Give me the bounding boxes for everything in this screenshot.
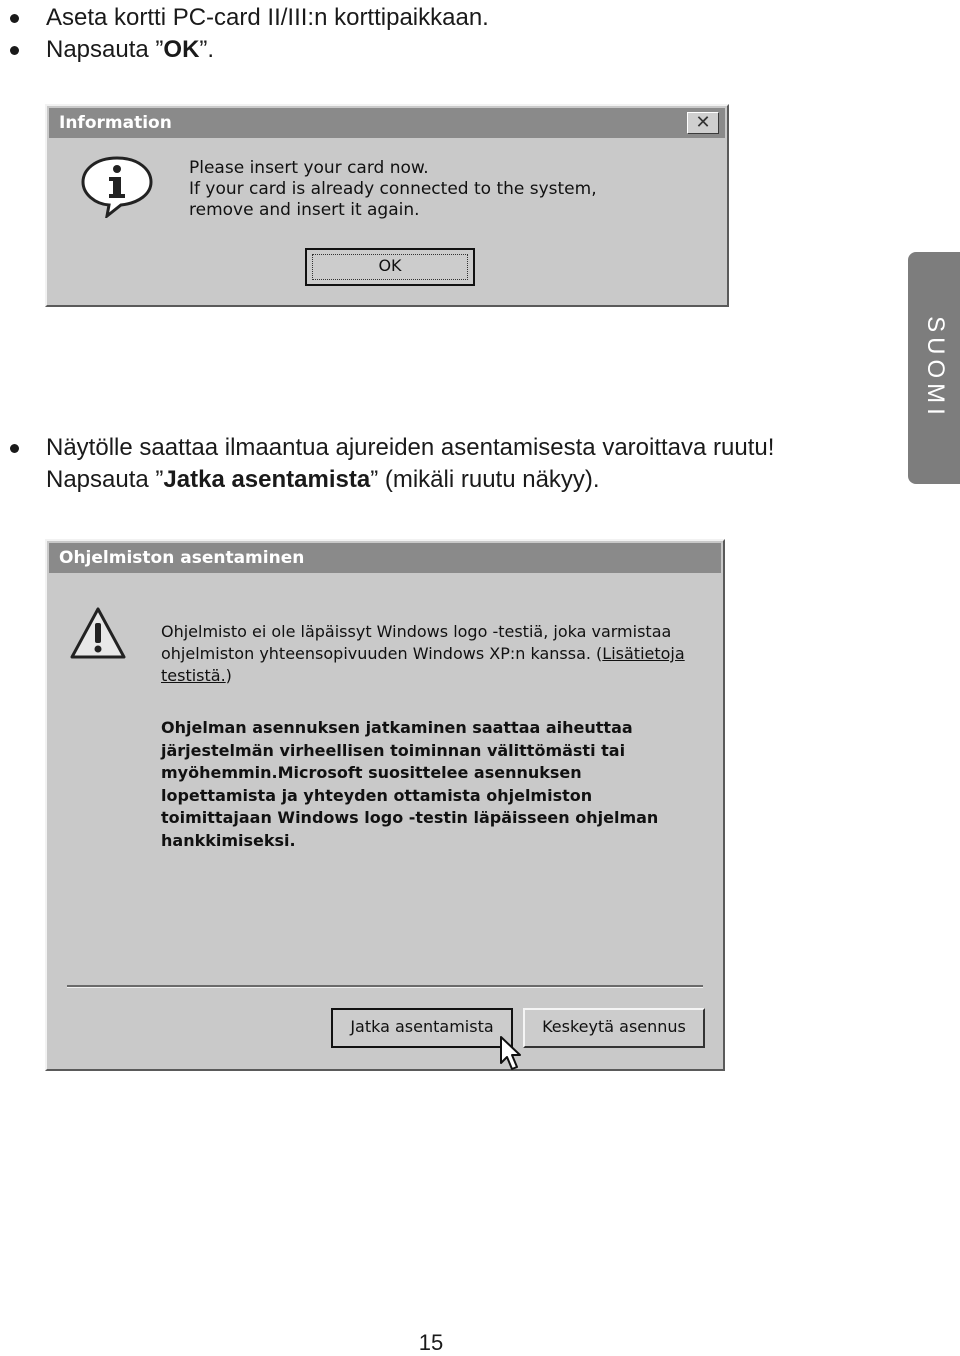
instruction-text: Aseta kortti PC-card II/III:n korttipaikkaan. [46,4,489,31]
message-line: remove and insert it again. [189,200,420,220]
dialog-title: Information [59,113,172,133]
dialog-titlebar [49,543,721,573]
information-dialog [45,104,729,307]
focus-ring [312,254,468,280]
info-icon [79,154,155,218]
bold-warning-message [161,717,658,852]
instructions-top [10,2,489,66]
message-line: myöhemmin.Microsoft suosittelee asennuksen [161,763,582,782]
message-text: ohjelmiston yhteensopivuuden Windows XP:n kanssa. ( [161,644,603,663]
instruction-prefix: Napsauta ” [46,36,164,63]
separator [67,985,703,988]
instruction-suffix: ” (mikäli ruutu näkyy). [370,466,600,493]
warning-message [161,621,685,687]
bullet [10,444,19,453]
bullet [10,14,19,23]
warning-icon [69,605,127,661]
mouse-pointer-icon [499,1035,523,1071]
more-info-link[interactable]: Lisätietoja [602,644,685,663]
instruction-bold: Jatka asentamista [163,466,371,493]
instruction-text: Näytölle saattaa ilmaantua ajureiden asentamisesta varoittava ruutu! [46,434,775,461]
instruction-click-ok [10,34,489,66]
continue-button-label: Jatka asentamista [350,1017,494,1036]
ok-button-label: OK [378,256,402,275]
dialog-titlebar [49,108,725,138]
message-line: järjestelmän virheellisen toiminnan välittömästi tai [161,740,626,760]
software-installation-dialog [45,539,725,1071]
dialog-title: Ohjelmiston asentaminen [59,548,305,568]
close-button[interactable] [687,112,719,134]
message-line: Ohjelmisto ei ole läpäissyt Windows logo -testiä, joka varmistaa [161,622,672,641]
message-line: Ohjelman asennuksen jatkaminen saattaa aiheuttaa [161,718,633,737]
instruction-prefix: Napsauta ” [46,466,164,493]
message-text: ) [225,666,232,685]
message-line [161,643,685,665]
instruction-click-continue [10,464,774,496]
message-line [161,665,685,687]
ok-button[interactable] [305,248,475,286]
message-line: lopettamista ja yhteyden ottamista ohjelmiston [161,785,593,805]
message-line: hankkimiseksi. [161,830,296,850]
instructions-middle [10,432,774,496]
message-line: If your card is already connected to the system, [189,179,597,199]
instruction-insert-card [10,2,489,34]
more-info-link-cont[interactable]: testistä. [161,666,226,685]
continue-installation-button[interactable] [331,1008,513,1048]
instruction-suffix: ”. [199,36,215,63]
message-line: Please insert your card now. [189,158,429,178]
bullet [10,46,19,55]
message-line: toimittajaan Windows logo -testin läpäisseen ohjelman [161,808,659,827]
language-tab-label: SUOMI [922,316,949,420]
dialog-message [189,158,597,221]
stop-installation-button[interactable] [523,1008,705,1048]
instruction-driver-warning [10,432,774,464]
page-number: 15 [418,1330,444,1355]
stop-button-label: Keskeytä asennus [542,1017,686,1036]
close-icon: ✕ [695,112,711,133]
instruction-bold: OK [163,36,200,63]
